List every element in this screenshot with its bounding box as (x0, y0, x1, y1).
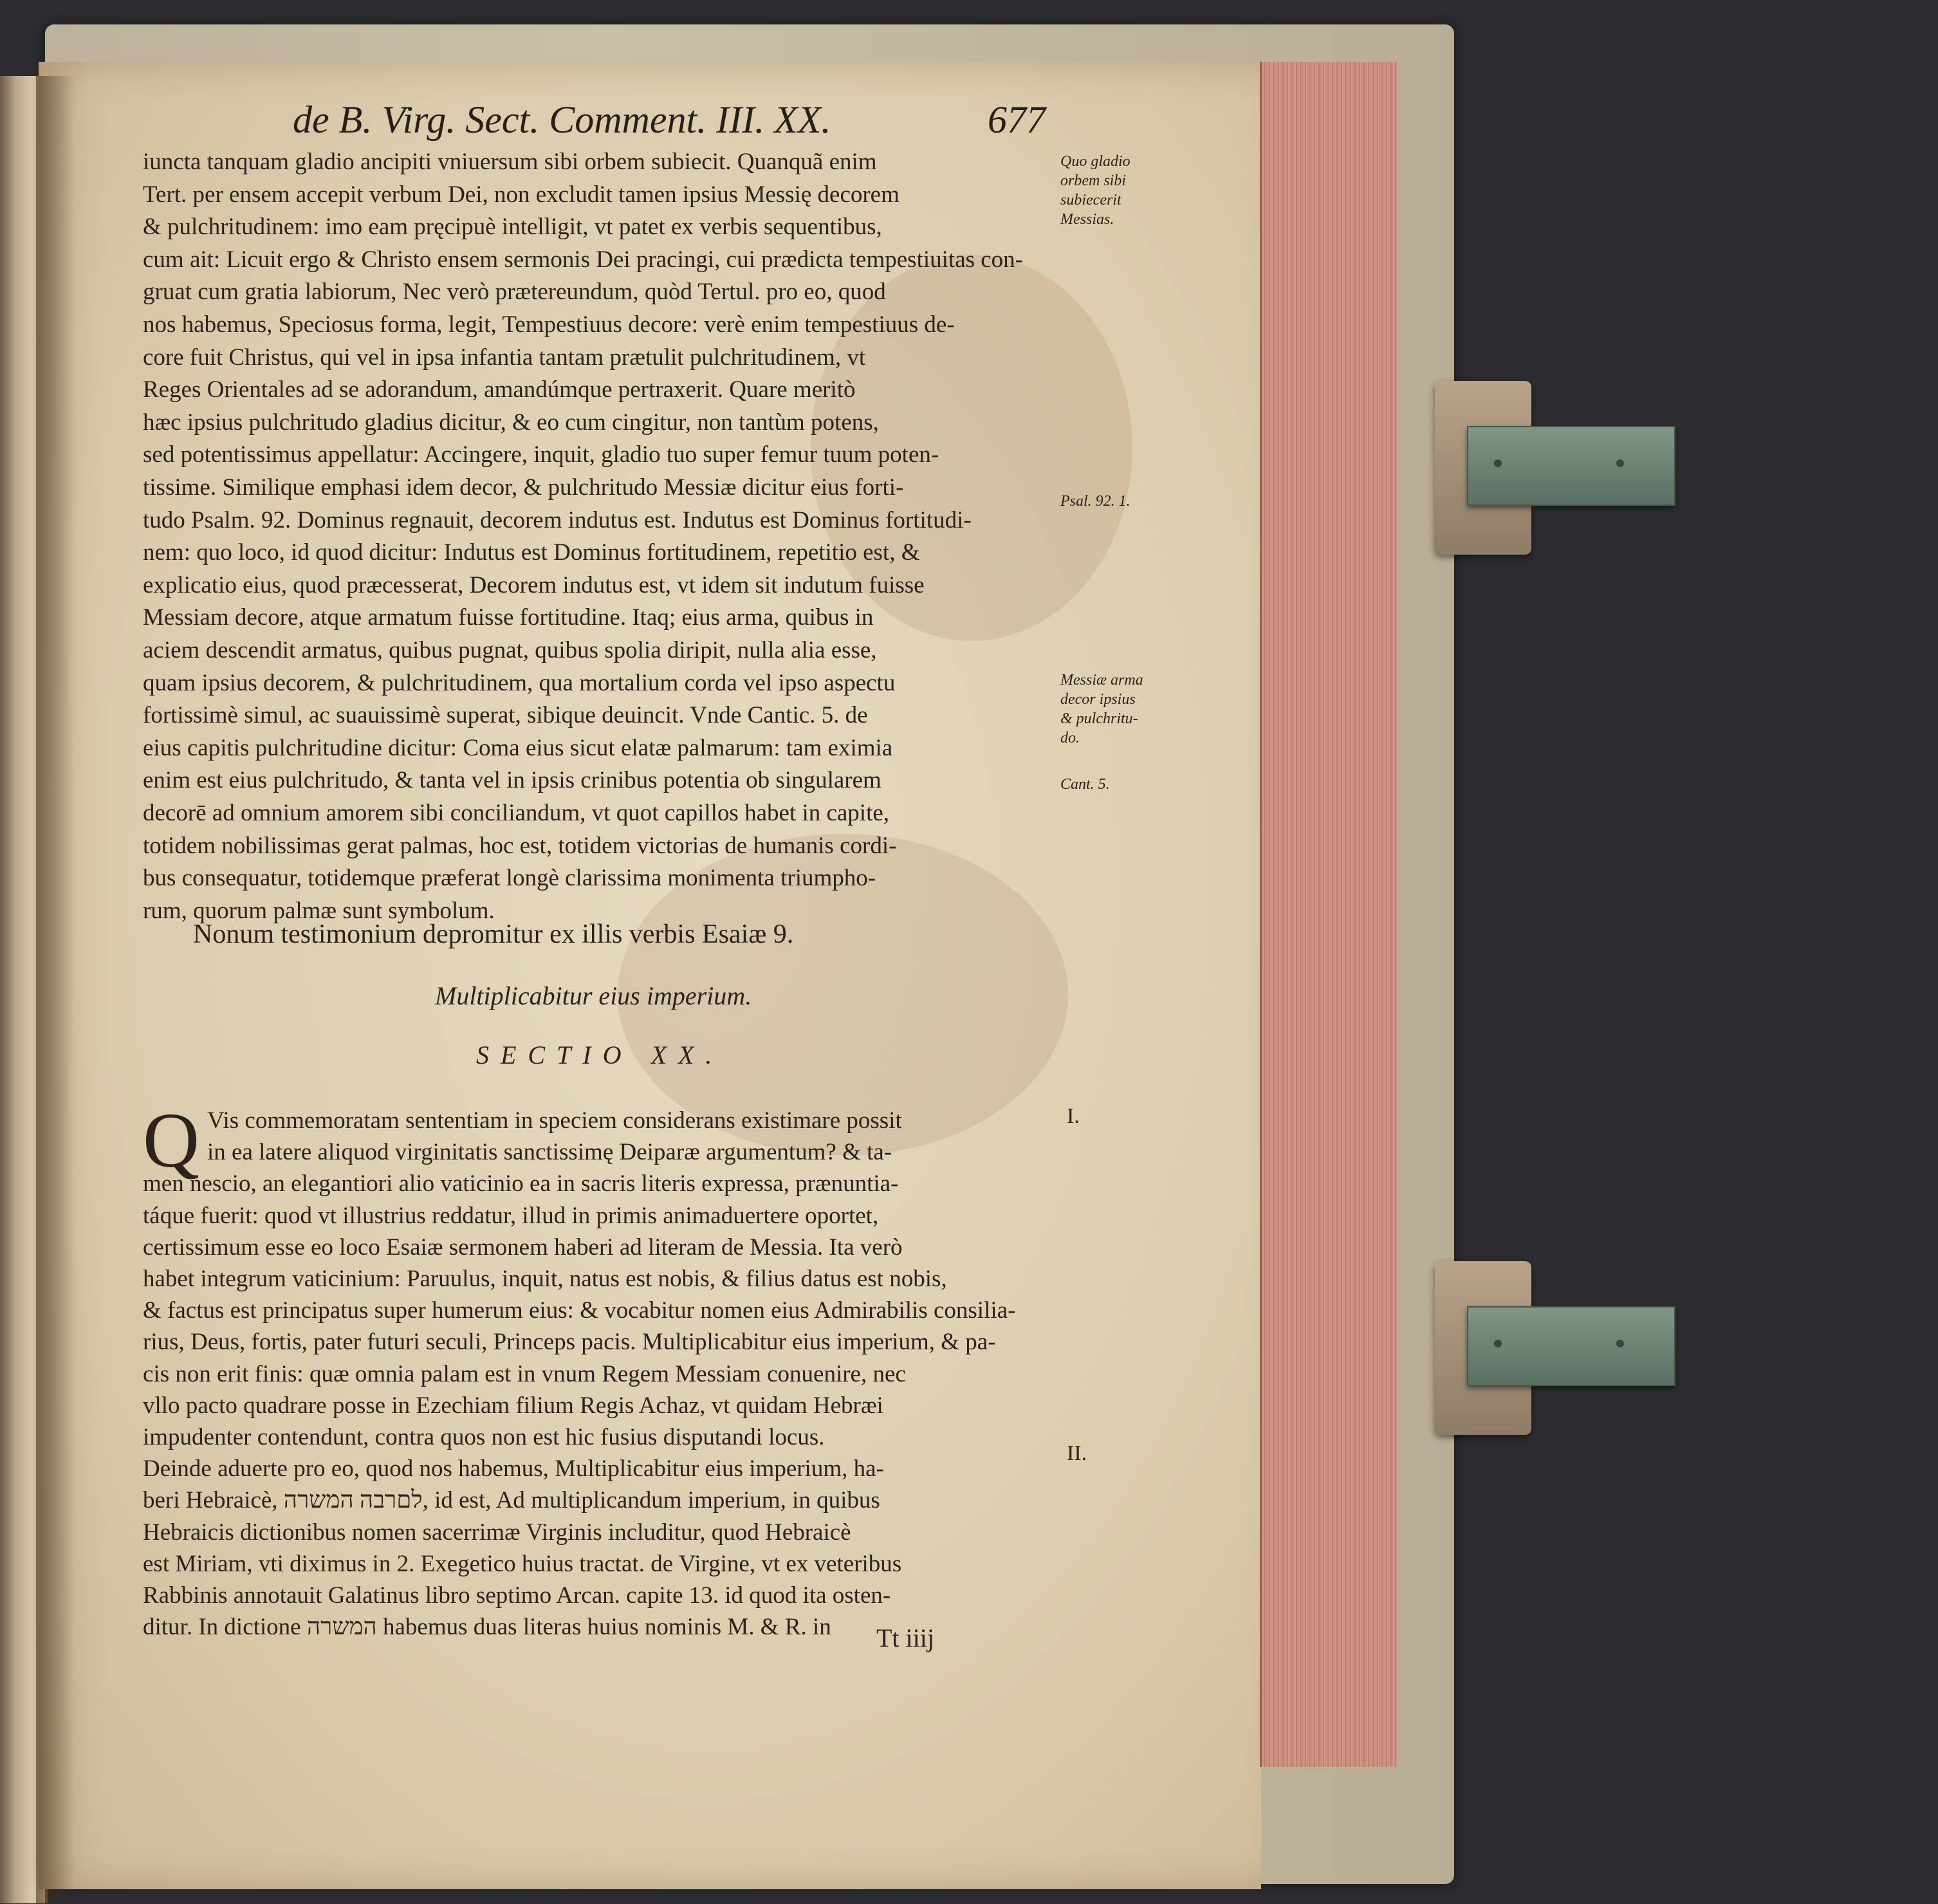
text-line: bus consequatur, totidemque præferat longè clarissima monimenta triumpho- (143, 865, 876, 892)
margin-note-4: Cant. 5. (1060, 776, 1110, 793)
text-line: men nescio, an elegantiori alio vaticinio ea in sacris literis expressa, prænuntia- (143, 1171, 899, 1197)
text-line: decorē ad omnium amorem sibi conciliandum, vt quot capillos habet in capite, (143, 800, 890, 826)
text-line: Hebraicis dictionibus nomen sacerrimæ Virginis includitur, quod Hebraicè (143, 1519, 851, 1546)
text-line: in ea latere aliquod virginitatis sanctissimę Deiparæ argumentum? & ta- (207, 1140, 892, 1166)
text-line: & pulchritudinem: imo eam pręcipuè intelligit, vt patet ex verbis sequentibus, (143, 214, 882, 241)
margin-note-3: Messiæ arma decor ipsius & pulchritu- do. (1060, 672, 1143, 746)
text-line: vllo pacto quadrare posse in Ezechiam filium Regis Achaz, vt quidam Hebræi (143, 1392, 883, 1419)
text-line: core fuit Christus, qui vel in ipsa infantia tantam prætulit pulchritudinem, vt (143, 344, 866, 371)
section-heading: Nonum testimonium depromitur ex illis verbis Esaiæ 9. (193, 920, 794, 949)
binding-shadow (36, 76, 75, 1903)
text-line: aciem descendit armatus, quibus pugnat, quibus spolia diripit, nulla alia esse, (143, 638, 877, 663)
page-number: 677 (988, 98, 1046, 141)
text-line: explicatio eius, quod præcesserat, Decorem indutus est, vt idem sit indutum fuisse (143, 572, 925, 598)
text-line: eius capitis pulchritudine dicitur: Coma eius sicut elatæ palmarum: tam eximia (143, 735, 893, 761)
running-head-title: de B. Virg. Sect. Comment. III. XX. (293, 98, 831, 141)
clasp-lower (1435, 1261, 1673, 1435)
text-line: Vis commemoratam sententiam in speciem considerans existimare possit (207, 1108, 902, 1134)
rivet (1616, 1340, 1624, 1347)
text-line: totidem nobilissimas gerat palmas, hoc est, totidem victorias de humanis cordi- (143, 833, 897, 859)
text-line: Messiam decore, atque armatum fuisse fortitudine. Itaq; eius arma, quibus in (143, 605, 874, 631)
rivet (1616, 459, 1624, 467)
text-line: habet integrum vaticinium: Paruulus, inquit, natus est nobis, & filius datus est nobis, (143, 1266, 947, 1292)
text-line: est Miriam, vti diximus in 2. Exegetico huius tractat. de Virgine, vt ex veteribus (143, 1551, 902, 1577)
text-line: enim est eius pulchritudo, & tanta vel in ipsis crinibus potentia ob singularem (143, 768, 881, 794)
text-line: Tert. per ensem accepit verbum Dei, non excludit tamen ipsius Messię decorem (143, 181, 900, 208)
rivet (1494, 459, 1502, 467)
text-line: rum, quorum palmæ sunt symbolum. (143, 898, 495, 924)
text-line: gruat cum gratia labiorum, Nec verò prætereundum, quòd Tertul. pro eo, quod (143, 279, 886, 306)
text-line: & factus est principatus super humerum eius: & vocabitur nomen eius Admirabilis consilia- (143, 1298, 1016, 1324)
text-line: beri Hebraicè, לםרבה המשרה, id est, Ad multiplicandum imperium, in quibus (143, 1488, 880, 1514)
page-fore-edge (1260, 62, 1397, 1767)
text-line: fortissimè simul, ac suauissimè superat, sibique deuincit. Vnde Cantic. 5. de (143, 703, 868, 729)
section-title: SECTIO XX. (476, 1040, 724, 1069)
text-line: quam ipsius decorem, & pulchritudinem, qua mortalium corda vel ipso aspectu (143, 670, 896, 696)
margin-note-1: Quo gladio orbem sibi subiecerit Messias. (1060, 153, 1130, 228)
text-line: rius, Deus, fortis, pater futuri seculi, Princeps pacis. Multiplicabitur eius imperium, & pa- (143, 1329, 996, 1356)
text-line: táque fuerit: quod vt illustrius reddatur, illud in primis animaduertere oportet, (143, 1203, 879, 1229)
clasp-band (1467, 426, 1675, 506)
text-line: nem: quo loco, id quod dicitur: Indutus est Dominus fortitudinem, repetitio est, & (143, 540, 920, 566)
text-line: nos habemus, Speciosus forma, legit, Tempestiuus decore: verè enim tempestiuus de- (143, 312, 955, 338)
text-line: tudo Psalm. 92. Dominus regnauit, decorem indutus est. Indutus est Dominus fortitudi- (143, 507, 972, 533)
running-head (293, 98, 1052, 149)
clasp-upper (1435, 381, 1673, 555)
text-line: Rabbinis annotauit Galatinus libro septimo Arcan. capite 13. id quod ita osten- (143, 1583, 891, 1609)
text-line: sed potentissimus appellatur: Accingere, inquit, gladio tuo super femur tuum poten- (143, 442, 939, 468)
text-line: ditur. In dictione המשרה habemus duas literas huius nominis M. & R. in (143, 1614, 831, 1641)
clasp-band (1467, 1306, 1675, 1386)
text-line: iuncta tanquam gladio ancipiti vniuersum sibi orbem subiecit. Quanquã enim (143, 149, 877, 175)
drop-cap: Q (143, 1097, 200, 1184)
margin-numeral-2: II. (1067, 1441, 1087, 1465)
text-line: certissimum esse eo loco Esaiæ sermonem haberi ad literam de Messia. Ita verò (143, 1234, 903, 1261)
signature-mark: Tt iiij (876, 1623, 934, 1652)
text-line: hæc ipsius pulchritudo gladius dicitur, & eo cum cingitur, non tantùm potens, (143, 409, 879, 436)
text-line: Deinde aduerte pro eo, quod nos habemus, Multiplicabitur eius imperium, ha- (143, 1456, 884, 1483)
margin-numeral-1: I. (1067, 1104, 1080, 1128)
margin-note-2: Psal. 92. 1. (1060, 493, 1130, 510)
section-subheading: Multiplicabitur eius imperium. (435, 981, 752, 1010)
text-line: cum ait: Licuit ergo & Christo ensem sermonis Dei pracingi, cui prædicta tempestiuitas con- (143, 246, 1024, 273)
rivet (1494, 1340, 1502, 1347)
text-line: impudenter contendunt, contra quos non est hic fusius disputandi locus. (143, 1425, 825, 1450)
text-line: Reges Orientales ad se adorandum, amandúmque pertraxerit. Quare meritò (143, 377, 856, 403)
text-line: cis non erit finis: quæ omnia palam est in vnum Regem Messiam conuenire, nec (143, 1361, 906, 1387)
text-line: tissime. Similique emphasi idem decor, & pulchritudo Messiæ dicitur eius forti- (143, 475, 904, 501)
